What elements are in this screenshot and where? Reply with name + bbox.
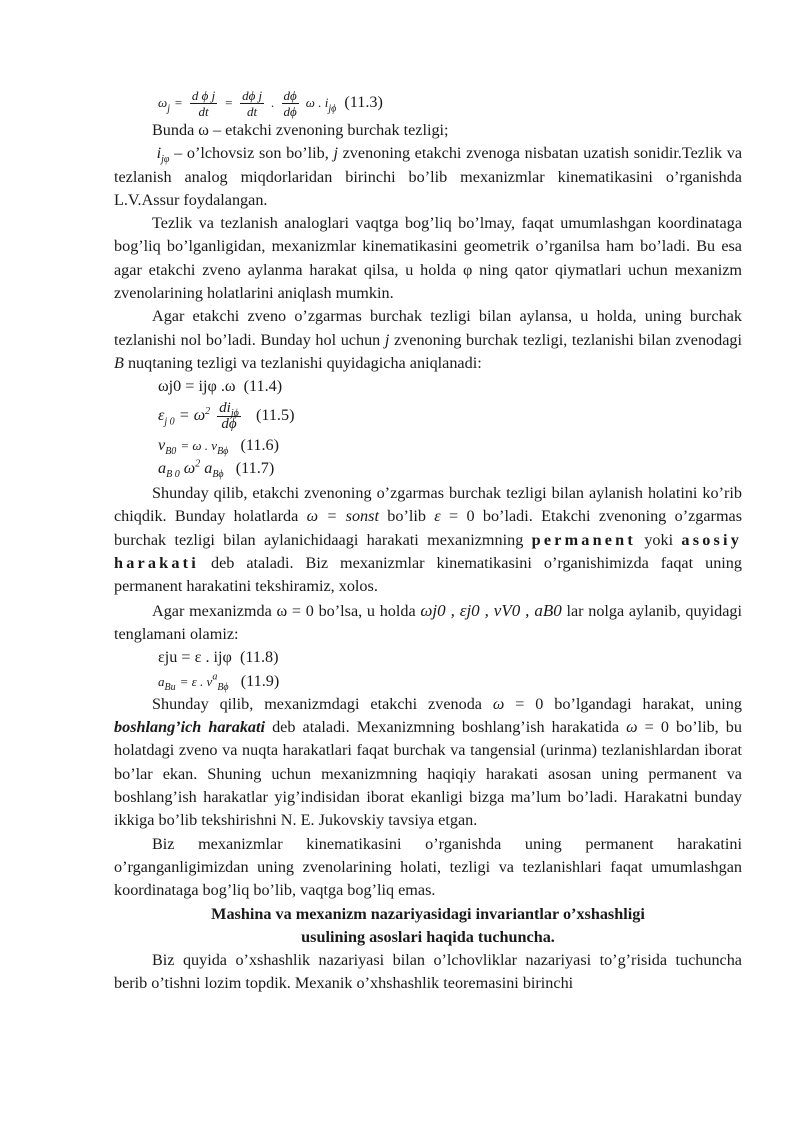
fraction: $\frac{\text{d ϕ j}}{dt}$ [191, 88, 216, 119]
fraction: $\frac{di_{j\phi}}{d\phi}$ [219, 399, 239, 432]
equation-11-5: $\varepsilon_{j 0} = \omega^2$ $\frac{di_{j\phi}}{d\phi}$ (11.5) [158, 399, 295, 432]
paragraph-zero-omega: Agar mexanizmda ω = 0 bo’lsa, u holda ωj0 , εj0 , vV0 , aB0 lar nolga aylanib, quyidagi tenglamani olamiz: [114, 600, 742, 643]
fraction: $\frac{\text{dϕ j}}{dt}$ [242, 88, 263, 119]
equation-11-9: $a_{Bu} = \varepsilon$ . $v^a_{B\phi}$ (11.9) [158, 671, 280, 693]
equation-11-7: $a_{B 0}$ $\omega^2$ $a_{B\phi}$ (11.7) [158, 458, 275, 481]
section-heading: Mashina va mexanizm nazariyasidagi invariantlar o’xshashligi usulining asoslari haqida tuchuncha. [211, 904, 645, 946]
equation-11-4: ωj0 = ijφ .ω (11.4) [158, 377, 283, 396]
equation-11-8: εju = ε . ijφ (11.8) [158, 648, 279, 667]
paragraph-similarity: Biz quyida o’xshashlik nazariyasi bilan o’lchovliklar nazariyasi to’g’risida tuchuncha berib o’tishni lozim topdik. Mexanik o’xhshashlik teoremasini birinchi [114, 951, 742, 993]
paragraph-kinematics: Biz mexanizmlar kinematikasini o’rganishda uning permanent harakatini o’rganganligimizdan uning zvenolarining holati, tezligi va tezlanishlari faqat umumlashgan koordinataga bog’liq bo’lib, vaqtga bog’liq emas. [114, 834, 742, 900]
paragraph-analogs: Tezlik va tezlanish analoglari vaqtga bog’liq bo’lmay, faqat umumlashgan koordinataga bog’liq bo’lganligidan, mexanizmlar kinematikasini geometrik o’rganilsa ham bo’ladi. Bu esa agar etakchi zveno aylanma harakat qilsa, u holda φ ning qator qiymatlari uchun mexanizm zvenolarining holatlarini aniqlash mumkin. [114, 214, 742, 303]
page-content [114, 88, 742, 996]
fraction: $\frac{d\phi}{d\phi}$ [283, 88, 297, 119]
equation-11-3: $\omega_j$ = $\frac{\text{d ϕ j}}{dt}$ = $\frac{\text{dϕ j}}{dt}$ . $\frac{d\phi}{d\phi}$ ω . $i_{j\phi}$ (11.3) [158, 88, 383, 119]
paragraph-constant-speed: Agar etakchi zveno o’zgarmas burchak tezligi bilan aylansa, u holda, uning burchak tezlanishi nol bo’ladi. Bunday hol uchun j zvenoning burchak tezligi, tezlanishi bilan zvenodagi B nuqtaning tezligi va tezlanishi quyidagicha aniqlanadi: [114, 307, 743, 372]
paragraph-initial-motion: Shunday qilib, mexanizmdagi etakchi zvenoda ω = 0 bo’lgandagi harakat, uning boshlang’ich harakati deb ataladi. Mexanizmning boshlang’ish harakatida ω = 0 bo’lib, bu holatdagi zveno va nuqta harakatlari faqat burchak va tangensial (urinma) tezlanishlardan iborat bo’lar ekan. Shuning uchun mexanizmning haqiqiy harakati asosan uning permanent va boshlang’ish harakatlar yig’indisidan iborat ekanligi bizga ma’lum bo’ladi. Harakatni bunday ikkiga bo’lib tekshirishni N. E. Jukovskiy tavsiya etgan. [114, 694, 742, 830]
equation-number: (11.3) [344, 93, 383, 112]
paragraph-permanent: Shunday qilib, etakchi zvenoning o’zgarmas burchak tezligi bilan aylanish holatini ko’rib chiqdik. Bunday holatlarda ω = sonst bo’lib ε = 0 bo’ladi. Etakchi zvenoning o’zgarmas burchak tezligi bilan aylanichidaagi harakati mexanizmning permanent yoki asosiy harakati deb ataladi. Biz mexanizmlar kinematikasini o’rganishimizda faqat uning permanent harakatini tekshiramiz, xolos. [114, 484, 743, 596]
paragraph-ij: $i_{j\varphi}$ – o’lchovsiz son bo’lib, j zvenoning etakchi zvenoga nisbatan uzatish sonidir.Tezlik va tezlanish analog miqdorlaridan birinchi bo’lib mexanizmlar kinematikasini o’rganishda L.V.Assur foydalangan. [114, 144, 743, 209]
paragraph-bunda: Bunda ω – etakchi zvenoning burchak tezligi; [152, 121, 449, 139]
equation-11-6: $v_{B0} = \omega$ . $v_{B\phi}$ (11.6) [158, 435, 280, 457]
